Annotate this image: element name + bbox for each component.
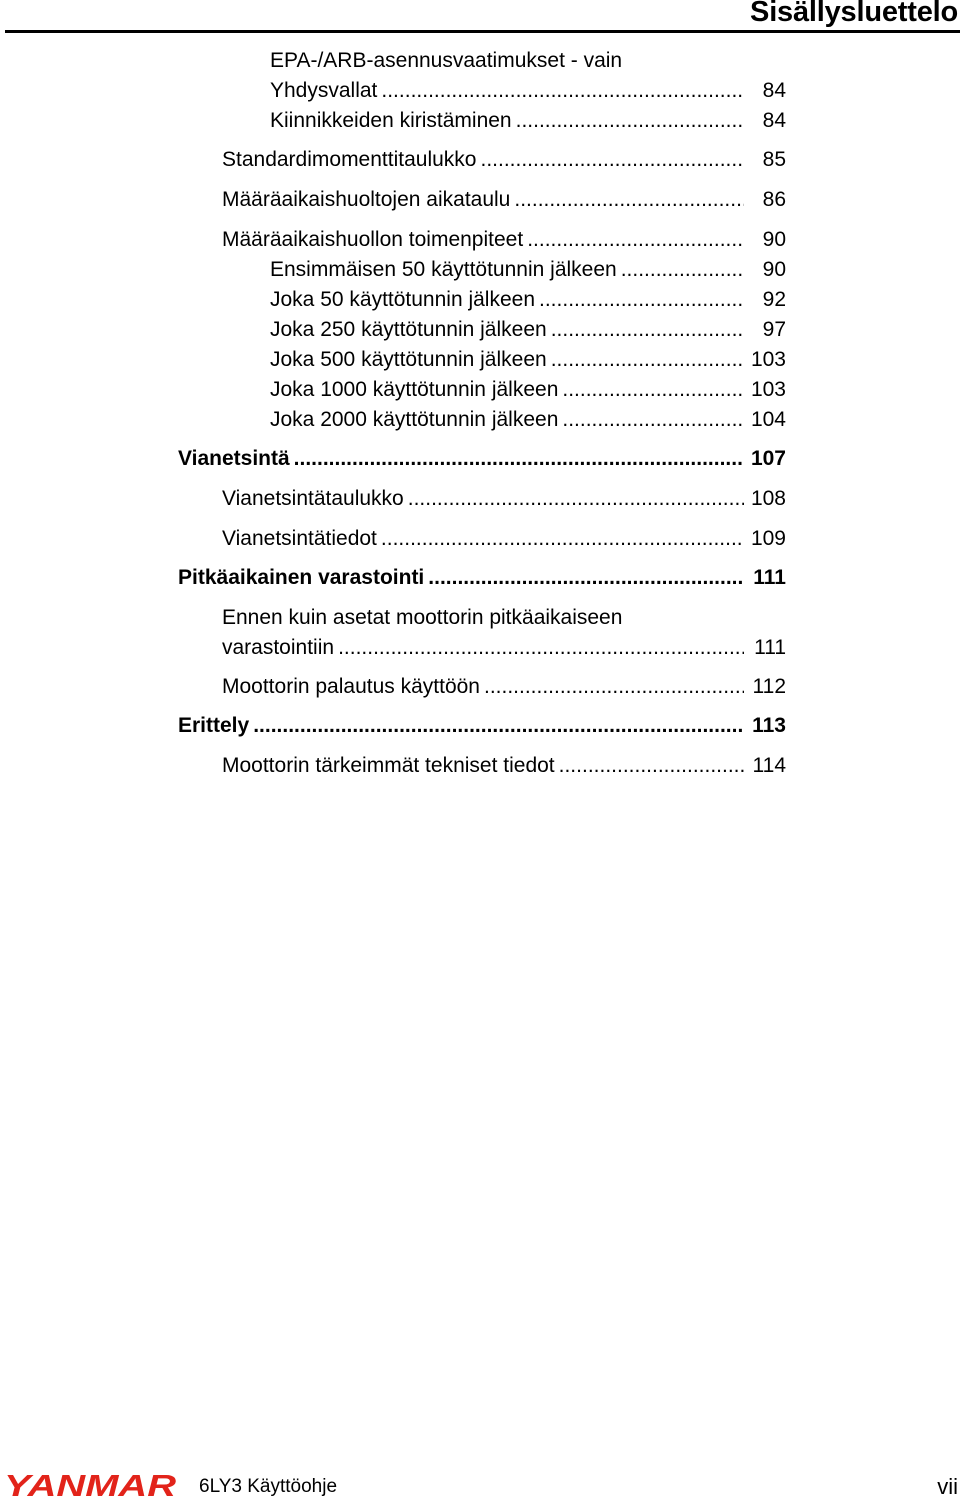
- toc-entry-line: [222, 751, 786, 781]
- toc-entry-title: Standardimomenttitaulukko: [222, 148, 477, 171]
- toc-entry-title: Joka 2000 käyttötunnin jälkeen: [270, 408, 559, 431]
- toc-entry-title: EPA-/ARB-asennusvaatimukset - vain: [270, 49, 623, 72]
- toc-entry-title: Moottorin tärkeimmät tekniset tiedot: [222, 754, 555, 777]
- toc-entry-line: [222, 185, 786, 215]
- toc-entry: [222, 185, 786, 215]
- toc-entry-line: [270, 375, 786, 405]
- toc-entry-title: Määräaikaishuoltojen aikataulu: [222, 188, 511, 211]
- toc-entry-page: 111: [753, 566, 786, 589]
- yanmar-logo: [4, 1470, 178, 1500]
- toc-entry: [270, 315, 786, 345]
- toc-entry: [178, 444, 786, 474]
- toc-entry-page: 84: [762, 109, 786, 132]
- dot-leader: [527, 225, 744, 255]
- toc-entry-title: varastointiin: [222, 636, 335, 659]
- dot-leader: [294, 444, 744, 474]
- toc-entry-line: [270, 255, 786, 285]
- toc-entry: [222, 524, 786, 554]
- toc-entry: [178, 563, 786, 593]
- toc-entry-page: 112: [752, 675, 786, 698]
- toc-entry: [178, 711, 786, 741]
- toc-entry: [270, 106, 786, 136]
- toc-entry-line: [270, 285, 786, 315]
- toc-entry: [222, 672, 786, 702]
- toc-entry-title: Yhdysvallat: [270, 79, 378, 102]
- toc-entry-line: [178, 711, 786, 741]
- toc-entry-page: 90: [762, 228, 786, 251]
- toc-entry-title: Moottorin palautus käyttöön: [222, 675, 480, 698]
- toc-entry-title: Vianetsintä: [178, 447, 290, 470]
- toc-entry-line: [222, 672, 786, 702]
- toc-entry-page: 92: [762, 288, 786, 311]
- toc-entry-page: 86: [762, 188, 786, 211]
- toc-entry: [222, 225, 786, 255]
- toc-entry: [222, 145, 786, 175]
- toc-entry-title: Erittely: [178, 714, 250, 737]
- toc-entry-line: [222, 225, 786, 255]
- toc-entry-page: 84: [762, 79, 786, 102]
- toc-entry-line: [270, 345, 786, 375]
- toc-entry-title: Vianetsintätiedot: [222, 527, 377, 550]
- toc-entry-page: 108: [750, 487, 786, 510]
- toc-entry-page: 90: [762, 258, 786, 281]
- toc-entry-line: [270, 315, 786, 345]
- dot-leader: [484, 672, 744, 702]
- toc-entry: [270, 375, 786, 405]
- logo-wordmark: YANMAR: [4, 1470, 177, 1500]
- toc-entry-line: [222, 633, 786, 663]
- toc-entry-page: 85: [762, 148, 786, 171]
- toc-entry-title: Ensimmäisen 50 käyttötunnin jälkeen: [270, 258, 617, 281]
- dot-leader: [381, 76, 744, 106]
- toc-entry-page: 104: [750, 408, 786, 431]
- toc-entry: [270, 255, 786, 285]
- toc-entry-title: Joka 500 käyttötunnin jälkeen: [270, 348, 547, 371]
- dot-leader: [428, 563, 744, 593]
- dot-leader: [551, 345, 744, 375]
- toc-entry-page: 114: [752, 754, 786, 777]
- dot-leader: [253, 711, 744, 741]
- dot-leader: [381, 524, 744, 554]
- dot-leader: [408, 484, 744, 514]
- document-name: 6LY3 Käyttöohje: [199, 1476, 338, 1497]
- dot-leader: [338, 633, 744, 663]
- toc-entry-line: [222, 484, 786, 514]
- toc-entry-page: 113: [752, 714, 786, 737]
- toc-entry-page: 111: [754, 636, 786, 659]
- toc-entry-line: [270, 76, 786, 106]
- toc-entry-title: Ennen kuin asetat moottorin pitkäaikaiseen: [222, 606, 623, 629]
- toc-entry-page: 109: [750, 527, 786, 550]
- section-title: Sisällysluettelo: [750, 0, 958, 28]
- dot-leader: [551, 315, 744, 345]
- toc-entry-line: [178, 444, 786, 474]
- toc-entry-title: Joka 50 käyttötunnin jälkeen: [270, 288, 536, 311]
- toc-entry-line: [270, 405, 786, 435]
- toc-entry-page: 103: [750, 378, 786, 401]
- toc-entry: [270, 345, 786, 375]
- toc-entry: [270, 46, 786, 106]
- page-number: vii: [937, 1474, 958, 1499]
- toc-entry-page: 97: [762, 318, 786, 341]
- dot-leader: [516, 106, 744, 136]
- toc-entry-page: 103: [750, 348, 786, 371]
- toc-entry: [222, 484, 786, 514]
- toc-entry: [270, 405, 786, 435]
- dot-leader: [559, 751, 744, 781]
- toc-entry-line: [270, 46, 786, 76]
- toc-entry-line: [270, 106, 786, 136]
- dot-leader: [539, 285, 744, 315]
- toc-entry-title: Määräaikaishuollon toimenpiteet: [222, 228, 524, 251]
- toc-entry: [222, 603, 786, 663]
- toc-entry-line: [222, 145, 786, 175]
- toc-entry-title: Kiinnikkeiden kiristäminen: [270, 109, 512, 132]
- toc-entry-line: [178, 563, 786, 593]
- toc-entry-title: Joka 1000 käyttötunnin jälkeen: [270, 378, 559, 401]
- toc-entry-title: Vianetsintätaulukko: [222, 487, 404, 510]
- toc-entry: [270, 285, 786, 315]
- dot-leader: [514, 185, 744, 215]
- toc-entry-line: [222, 603, 786, 633]
- dot-leader: [480, 145, 744, 175]
- dot-leader: [562, 375, 744, 405]
- toc-entry-line: [222, 524, 786, 554]
- toc-entry: [222, 751, 786, 781]
- toc-entry-page: 107: [750, 447, 786, 470]
- dot-leader: [621, 255, 744, 285]
- dot-leader: [562, 405, 744, 435]
- toc-entry-title: Joka 250 käyttötunnin jälkeen: [270, 318, 547, 341]
- toc-entry-title: Pitkäaikainen varastointi: [178, 566, 425, 589]
